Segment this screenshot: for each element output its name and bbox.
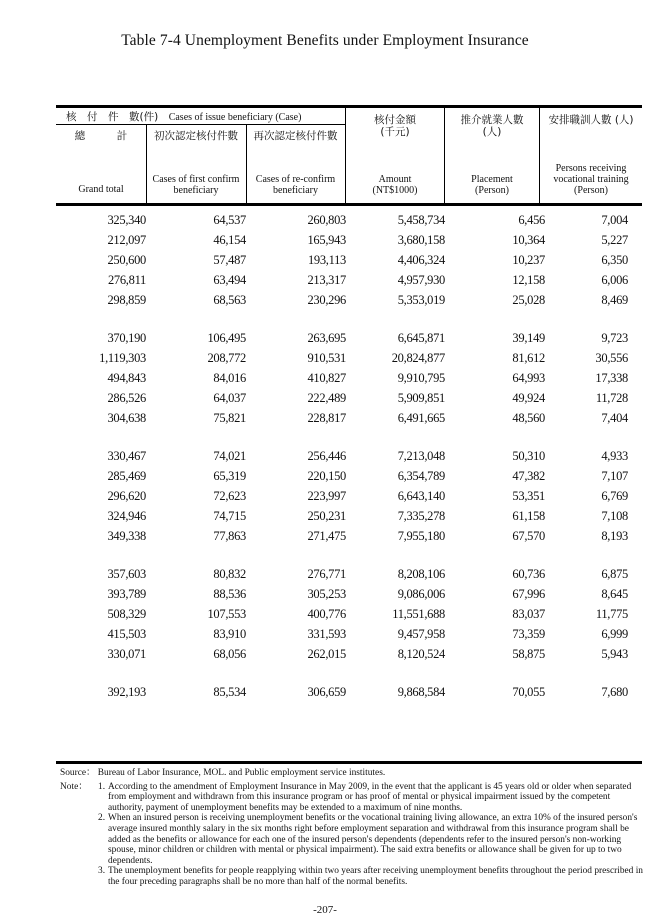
cell-placement: 53,351 <box>512 488 545 503</box>
cell-training: 7,404 <box>601 410 628 425</box>
cell-grand-total: 330,467 <box>107 448 146 463</box>
cell-training: 30,556 <box>595 350 628 365</box>
cell-grand-total: 415,503 <box>107 626 146 641</box>
cell-re-confirm: 165,943 <box>307 232 346 247</box>
cell-first-confirm: 106,495 <box>207 330 246 345</box>
cell-training: 9,723 <box>601 330 628 345</box>
cell-grand-total: 494,843 <box>107 370 146 385</box>
cell-grand-total: 276,811 <box>107 272 146 287</box>
cell-first-confirm: 208,772 <box>207 350 246 365</box>
cell-re-confirm: 331,593 <box>307 626 346 641</box>
cell-re-confirm: 263,695 <box>307 330 346 345</box>
note-text: When an insured person is receiving unemployment benefits or the vocational training living allowance, an extra 10% of the insured person's average insured monthly salary in the six months right before employment separation and withdrawal from this insurance program shall be added as the benefits or allowance for each one of the insured person's dependents (dependents refer to the insured person's non-working spouse, minor children or children with mental or physical impairment). The said extra benefits or allowance shall be given for up to two dependents. <box>108 813 638 866</box>
source-text: Bureau of Labor Insurance, MOL. and Public employment service institutes. <box>97 768 386 778</box>
cell-grand-total: 298,859 <box>107 292 146 307</box>
table-row <box>56 604 642 624</box>
cell-placement: 70,055 <box>512 684 545 699</box>
table-bottom-rule <box>56 761 642 764</box>
cell-first-confirm: 74,715 <box>213 508 246 523</box>
cell-first-confirm: 84,016 <box>213 370 246 385</box>
cell-amount: 6,643,140 <box>397 488 445 503</box>
cell-re-confirm: 228,817 <box>307 410 346 425</box>
cell-re-confirm: 220,150 <box>307 468 346 483</box>
cell-amount: 5,909,851 <box>397 390 445 405</box>
col-placement-en: Placement (Person) <box>471 174 513 196</box>
page-number: -207- <box>313 904 337 916</box>
cell-amount: 9,086,006 <box>397 586 445 601</box>
cell-first-confirm: 107,553 <box>207 606 246 621</box>
col-training-en: Persons receiving vocational training (Person) <box>553 163 629 196</box>
col-amount-en: Amount (NT$1000) <box>372 174 418 196</box>
cell-amount: 4,957,930 <box>397 272 445 287</box>
table-row <box>56 584 642 604</box>
cell-re-confirm: 262,015 <box>307 646 346 661</box>
cell-amount: 3,680,158 <box>397 232 445 247</box>
cell-placement: 73,359 <box>512 626 545 641</box>
cell-first-confirm: 57,487 <box>213 252 246 267</box>
cell-training: 17,338 <box>595 370 628 385</box>
cell-training: 5,943 <box>601 646 628 661</box>
divider <box>444 108 445 203</box>
note-number: 2. <box>98 813 106 824</box>
col-grand-total-zh: 總 計 <box>74 130 128 142</box>
col-re-confirm-en: Cases of re-confirm beneficiary <box>255 174 336 196</box>
divider <box>56 124 345 125</box>
cell-re-confirm: 260,803 <box>307 212 346 227</box>
cell-re-confirm: 910,531 <box>307 350 346 365</box>
cell-grand-total: 286,526 <box>107 390 146 405</box>
cell-amount: 8,120,524 <box>397 646 445 661</box>
cell-training: 4,933 <box>601 448 628 463</box>
table-row <box>56 230 642 250</box>
cell-amount: 7,335,278 <box>397 508 445 523</box>
table-row <box>56 624 642 644</box>
cell-grand-total: 508,329 <box>107 606 146 621</box>
note-item <box>98 782 645 814</box>
cell-placement: 48,560 <box>512 410 545 425</box>
cell-placement: 6,456 <box>518 212 545 227</box>
cell-training: 8,469 <box>601 292 628 307</box>
cell-first-confirm: 88,536 <box>213 586 246 601</box>
cell-placement: 39,149 <box>512 330 545 345</box>
cell-first-confirm: 85,534 <box>213 684 246 699</box>
cell-amount: 20,824,877 <box>391 350 445 365</box>
cell-training: 11,775 <box>595 606 628 621</box>
cell-grand-total: 1,119,303 <box>99 350 146 365</box>
cell-amount: 4,406,324 <box>397 252 445 267</box>
cell-grand-total: 285,469 <box>107 468 146 483</box>
cell-amount: 11,551,688 <box>392 606 445 621</box>
cell-grand-total: 325,340 <box>107 212 146 227</box>
col-amount-zh: 核付金額 (千元) <box>374 114 416 138</box>
table-row <box>56 250 642 270</box>
cell-grand-total: 296,620 <box>107 488 146 503</box>
cell-amount: 6,354,789 <box>397 468 445 483</box>
cell-first-confirm: 46,154 <box>213 232 246 247</box>
table-row <box>56 486 642 506</box>
cell-placement: 10,364 <box>512 232 545 247</box>
col-grand-total-en: Grand total <box>78 184 124 195</box>
table-row <box>56 328 642 348</box>
table-row <box>56 682 642 702</box>
note-item <box>98 866 645 887</box>
cell-grand-total: 357,603 <box>107 566 146 581</box>
cell-grand-total: 324,946 <box>107 508 146 523</box>
cell-grand-total: 212,097 <box>107 232 146 247</box>
cell-training: 6,875 <box>601 566 628 581</box>
cell-re-confirm: 250,231 <box>307 508 346 523</box>
cell-training: 6,006 <box>601 272 628 287</box>
cell-grand-total: 349,338 <box>107 528 146 543</box>
cell-training: 8,193 <box>601 528 628 543</box>
cell-re-confirm: 223,997 <box>307 488 346 503</box>
cell-amount: 9,457,958 <box>397 626 445 641</box>
cell-grand-total: 330,071 <box>107 646 146 661</box>
source-line <box>60 768 645 779</box>
group-header-en: Cases of issue beneficiary (Case) <box>168 112 302 123</box>
note-text: According to the amendment of Employment Insurance in May 2009, in the event that the applicant is 45 years old or older when separated from employment and withdrawn from this insurance program or has proof of mental or physical impairment issued by the competent authority, payment of unemployment benefits may be extended to a maximum of nine months. <box>108 781 632 813</box>
cell-first-confirm: 83,910 <box>213 626 246 641</box>
table-row <box>56 506 642 526</box>
cell-placement: 67,570 <box>512 528 545 543</box>
cell-first-confirm: 77,863 <box>213 528 246 543</box>
cell-placement: 81,612 <box>512 350 545 365</box>
table-row <box>56 270 642 290</box>
cell-re-confirm: 193,113 <box>307 252 346 267</box>
col-re-confirm-zh: 再次認定核付件數 <box>253 130 338 142</box>
table-row <box>56 290 642 310</box>
table-row <box>56 526 642 546</box>
cell-re-confirm: 222,489 <box>307 390 346 405</box>
table-row <box>56 408 642 428</box>
cell-amount: 5,353,019 <box>397 292 445 307</box>
col-training-zh: 安排職訓人數 (人) <box>548 114 634 126</box>
cell-re-confirm: 230,296 <box>307 292 346 307</box>
cell-placement: 60,736 <box>512 566 545 581</box>
cell-placement: 61,158 <box>512 508 545 523</box>
cell-training: 6,769 <box>601 488 628 503</box>
cell-first-confirm: 68,563 <box>213 292 246 307</box>
cell-re-confirm: 256,446 <box>307 448 346 463</box>
cell-grand-total: 392,193 <box>107 684 146 699</box>
table-row <box>56 564 642 584</box>
cell-grand-total: 370,190 <box>107 330 146 345</box>
cell-placement: 64,993 <box>512 370 545 385</box>
cell-first-confirm: 64,037 <box>213 390 246 405</box>
cell-training: 6,350 <box>601 252 628 267</box>
note-number: 3. <box>98 866 106 877</box>
cell-training: 7,107 <box>601 468 628 483</box>
cell-re-confirm: 271,475 <box>307 528 346 543</box>
cell-re-confirm: 276,771 <box>307 566 346 581</box>
cell-amount: 5,458,734 <box>397 212 445 227</box>
cell-grand-total: 304,638 <box>107 410 146 425</box>
group-header-zh: 核 付 件 數(件) <box>66 111 159 123</box>
notes-block <box>60 782 645 888</box>
cell-first-confirm: 72,623 <box>213 488 246 503</box>
cell-first-confirm: 74,021 <box>213 448 246 463</box>
cell-training: 5,227 <box>601 232 628 247</box>
note-label: Note： <box>60 781 88 792</box>
cell-amount: 7,955,180 <box>397 528 445 543</box>
cell-first-confirm: 68,056 <box>213 646 246 661</box>
col-first-confirm-zh: 初次認定核付件數 <box>154 130 238 142</box>
cell-grand-total: 250,600 <box>107 252 146 267</box>
divider <box>539 108 540 203</box>
cell-first-confirm: 64,537 <box>213 212 246 227</box>
cell-re-confirm: 400,776 <box>307 606 346 621</box>
cell-first-confirm: 65,319 <box>213 468 246 483</box>
table-header <box>56 105 642 206</box>
table-row <box>56 446 642 466</box>
cell-training: 6,999 <box>601 626 628 641</box>
cell-first-confirm: 63,494 <box>213 272 246 287</box>
cell-placement: 58,875 <box>512 646 545 661</box>
cell-training: 8,645 <box>601 586 628 601</box>
cell-training: 7,108 <box>601 508 628 523</box>
cell-re-confirm: 213,317 <box>307 272 346 287</box>
group-header <box>56 111 355 123</box>
cell-amount: 8,208,106 <box>397 566 445 581</box>
table-row <box>56 348 642 368</box>
cell-re-confirm: 306,659 <box>307 684 346 699</box>
benefits-table <box>56 105 642 702</box>
cell-re-confirm: 305,253 <box>307 586 346 601</box>
cell-placement: 12,158 <box>512 272 545 287</box>
cell-grand-total: 393,789 <box>107 586 146 601</box>
note-number: 1. <box>98 781 106 792</box>
col-first-confirm-en: Cases of first confirm beneficiary <box>152 174 240 196</box>
cell-amount: 9,910,795 <box>397 370 445 385</box>
cell-first-confirm: 80,832 <box>213 566 246 581</box>
source-label: Source： <box>60 768 96 778</box>
table-body <box>56 206 642 702</box>
col-placement-zh: 推介就業人數 (人) <box>460 114 524 138</box>
cell-amount: 6,491,665 <box>397 410 445 425</box>
cell-training: 7,680 <box>601 684 628 699</box>
table-row <box>56 644 642 664</box>
cell-amount: 9,868,584 <box>397 684 445 699</box>
cell-placement: 67,996 <box>512 586 545 601</box>
cell-placement: 49,924 <box>512 390 545 405</box>
table-title: Table 7-4 Unemployment Benefits under Employment Insurance <box>121 32 529 49</box>
cell-placement: 25,028 <box>512 292 545 307</box>
cell-first-confirm: 75,821 <box>213 410 246 425</box>
cell-placement: 50,310 <box>512 448 545 463</box>
cell-placement: 47,382 <box>512 468 545 483</box>
note-text: The unemployment benefits for people reapplying within two years after receiving unemployment benefits throughout the period prescribed in the four preceding paragraphs shall be no more than half of the normal benefits. <box>108 866 643 887</box>
cell-amount: 6,645,871 <box>397 330 445 345</box>
table-row <box>56 466 642 486</box>
cell-amount: 7,213,048 <box>397 448 445 463</box>
cell-training: 7,004 <box>601 212 628 227</box>
cell-placement: 83,037 <box>512 606 545 621</box>
cell-re-confirm: 410,827 <box>307 370 346 385</box>
table-row <box>56 210 642 230</box>
table-row <box>56 388 642 408</box>
footnotes <box>60 768 645 888</box>
cell-training: 11,728 <box>595 390 628 405</box>
note-item <box>98 813 645 866</box>
cell-placement: 10,237 <box>512 252 545 267</box>
table-row <box>56 368 642 388</box>
